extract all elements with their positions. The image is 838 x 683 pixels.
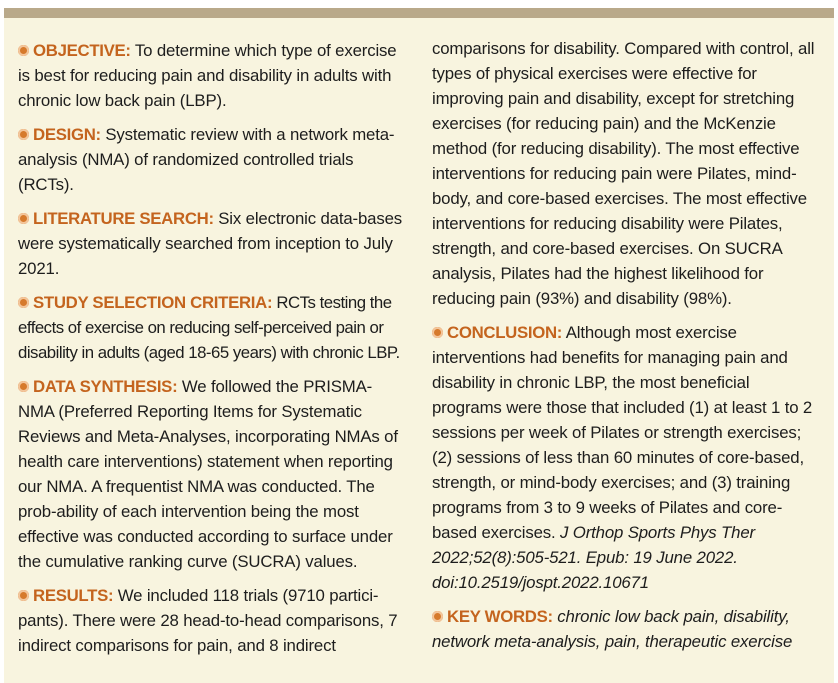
data-synthesis-text: We followed the PRISMA-NMA (Preferred Reporting Items for Systematic Reviews and Meta-Analyses, incorporating NMAs of health care interventions) statement when reporting our NMA. A frequentist NMA was conducted. The prob-ability of each intervention being the most effective was conducted according to surface under the cumulative ranking curve (SUCRA) values. bbox=[18, 377, 398, 571]
study-selection-heading: STUDY SELECTION CRITERIA: bbox=[33, 293, 273, 312]
data-synthesis-heading: DATA SYNTHESIS: bbox=[33, 377, 178, 396]
top-rule bbox=[4, 8, 834, 18]
bullet-icon bbox=[18, 590, 29, 601]
citation-text: J Orthop Sports Phys Ther 2022;52(8):505-521. Epub: 19 June 2022. doi:10.2519/jospt.2022.10671 bbox=[432, 523, 755, 592]
bullet-icon bbox=[432, 327, 443, 338]
study-selection-text: RCTs testing the effects of exercise on reducing self-perceived pain or disability in adults (aged 18-65 years) with chronic LBP. bbox=[18, 293, 400, 362]
conclusion-heading: CONCLUSION: bbox=[447, 323, 563, 342]
bullet-icon bbox=[18, 213, 29, 224]
conclusion-text: Although most exercise interventions had benefits for managing pain and disability in chronic LBP, the most beneficial programs were those that included (1) at least 1 to 2 sessions per week of Pilates or strength exercises; (2) sessions of less than 60 minutes of core-based, strength, or mind-body exercises; and (3) training programs from 3 to 9 weeks of Pilates and core-based exercises. bbox=[432, 323, 813, 542]
bullet-icon bbox=[432, 611, 443, 622]
results-continued: comparisons for disability. Compared with control, all types of physical exercises were effective for improving pain and disability, except for stretching exercises (for reducing pain) and the McKenzie method (for reducing disability). The most effective interventions for reducing pain were Pilates, mind-body, and core-based exercises. The most effective interventions for reducing disability were Pilates, strength, and core-based exercises. On SUCRA analysis, Pilates had the highest likelihood for reducing pain (93%) and disability (98%). bbox=[432, 39, 815, 308]
abstract-box bbox=[4, 18, 834, 683]
design-text: Systematic review with a network meta-analysis (NMA) of randomized controlled trials (RCTs). bbox=[18, 125, 395, 194]
left-column bbox=[18, 38, 408, 683]
bullet-icon bbox=[18, 297, 29, 308]
key-words-heading: KEY WORDS: bbox=[447, 607, 553, 626]
bullet-icon bbox=[18, 45, 29, 56]
objective-text: To determine which type of exercise is best for reducing pain and disability in adults with chronic low back pain (LBP). bbox=[18, 41, 397, 110]
results-section bbox=[18, 583, 408, 658]
results-text: We included 118 trials (9710 partici-pants). There were 28 head-to-head comparisons, 7 indirect comparisons for pain, and 8 indirect bbox=[18, 586, 398, 655]
conclusion-section bbox=[432, 320, 822, 595]
right-column bbox=[432, 38, 822, 683]
results-heading: RESULTS: bbox=[33, 586, 114, 605]
literature-search-text: Six electronic data-bases were systematically searched from inception to July 2021. bbox=[18, 209, 402, 278]
key-words-section bbox=[432, 604, 822, 654]
bullet-icon bbox=[18, 129, 29, 140]
design-section bbox=[18, 122, 408, 197]
data-synthesis-section bbox=[18, 374, 408, 574]
study-selection-section bbox=[18, 290, 408, 365]
objective-heading: OBJECTIVE: bbox=[33, 41, 131, 60]
key-words-text: chronic low back pain, disability, network meta-analysis, pain, therapeutic exercise bbox=[432, 607, 793, 651]
literature-search-section bbox=[18, 206, 408, 281]
literature-search-heading: LITERATURE SEARCH: bbox=[33, 209, 214, 228]
objective-section bbox=[18, 38, 408, 113]
bullet-icon bbox=[18, 381, 29, 392]
design-heading: DESIGN: bbox=[33, 125, 101, 144]
